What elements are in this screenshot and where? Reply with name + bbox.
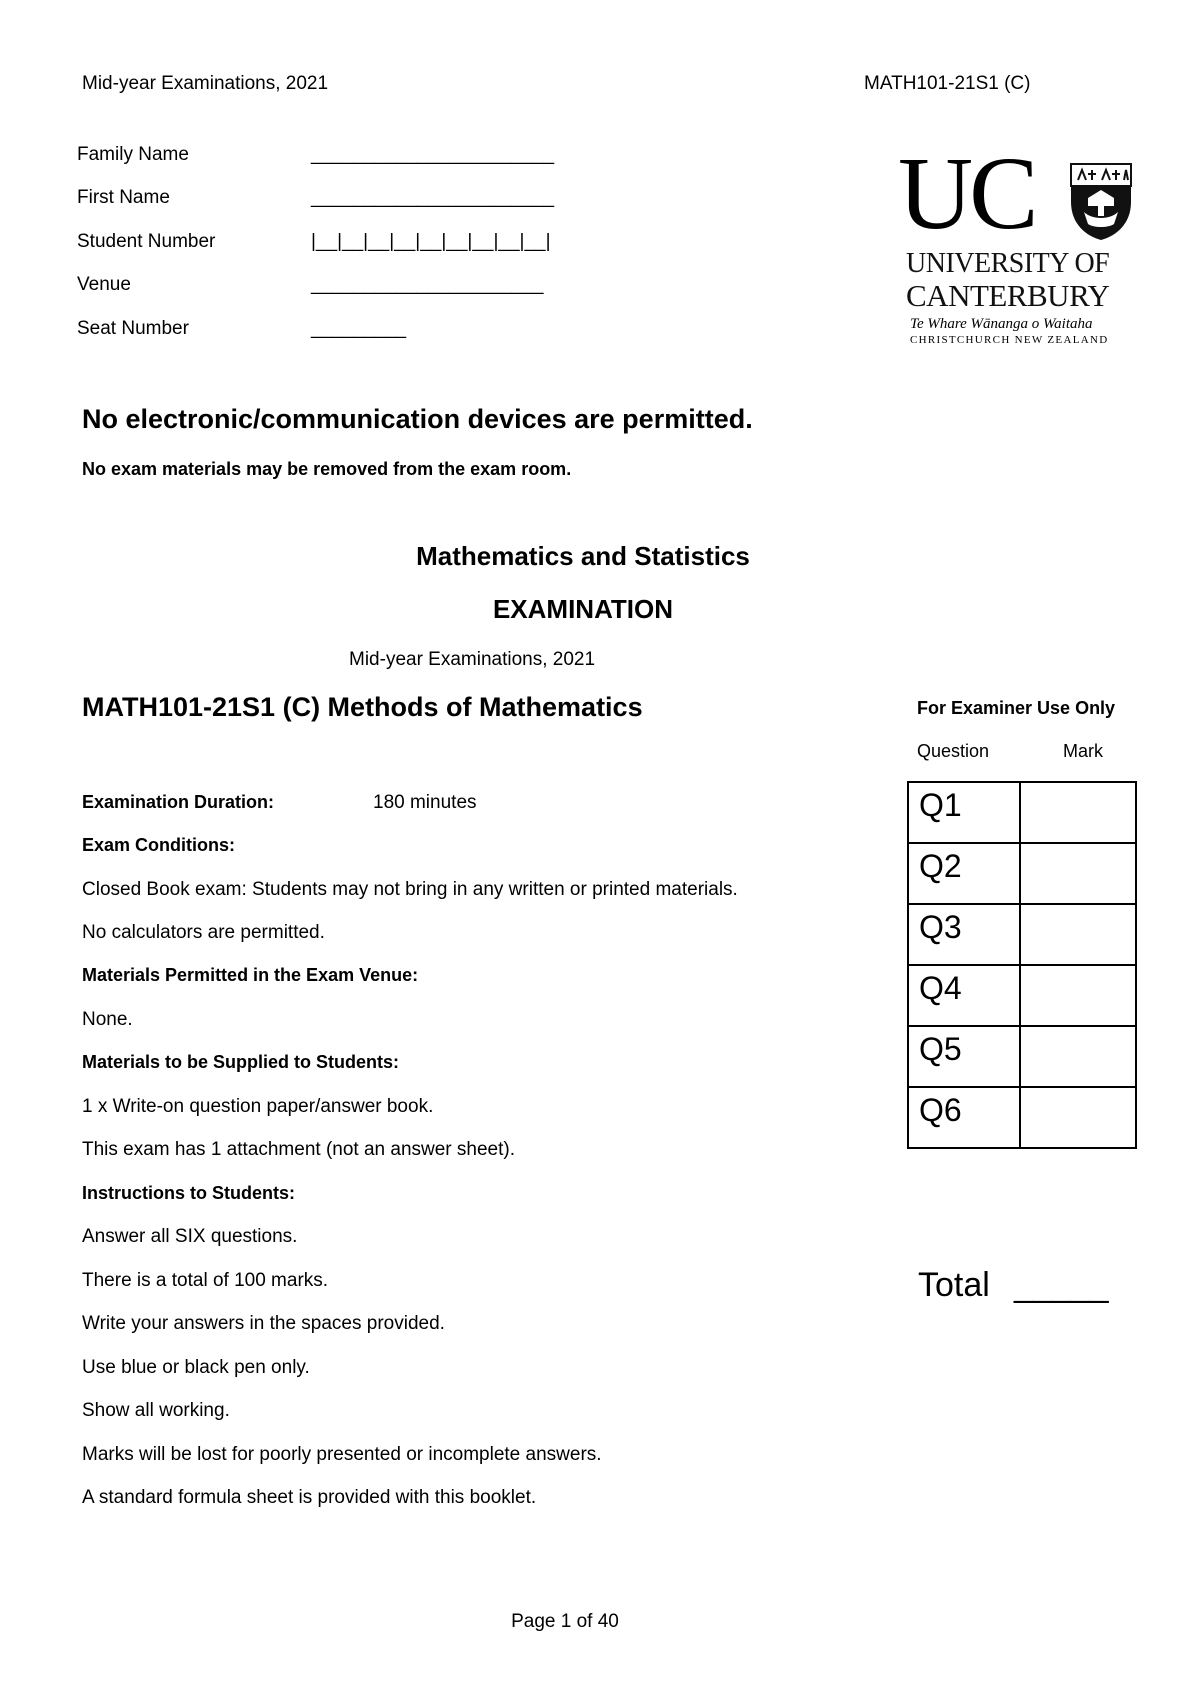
mark-cell[interactable] xyxy=(1020,1087,1136,1148)
total-field[interactable]: _____ xyxy=(1014,1266,1109,1304)
instruction-item: Marks will be lost for poorly presented or incomplete answers. xyxy=(82,1444,602,1465)
course-title: MATH101-21S1 (C) Methods of Mathematics xyxy=(82,692,643,722)
venue-field[interactable]: ______________________ xyxy=(311,274,544,295)
instruction-item: Answer all SIX questions. xyxy=(82,1226,298,1247)
examiner-mark-table xyxy=(907,781,1137,1149)
question-cell: Q2 xyxy=(908,843,1020,904)
question-cell: Q6 xyxy=(908,1087,1020,1148)
conditions-label: Exam Conditions: xyxy=(82,835,236,855)
question-cell: Q5 xyxy=(908,1026,1020,1087)
materials-notice: No exam materials may be removed from the exam room. xyxy=(82,459,572,479)
table-row xyxy=(908,965,1136,1026)
mark-cell[interactable] xyxy=(1020,782,1136,843)
instruction-item: Use blue or black pen only. xyxy=(82,1357,310,1378)
family-name-field[interactable]: _______________________ xyxy=(311,144,555,165)
table-row xyxy=(908,904,1136,965)
logo-maori-name: Te Whare Wānanga o Waitaha xyxy=(910,316,1093,332)
table-row xyxy=(908,782,1136,843)
page-number: Page 1 of 40 xyxy=(511,1611,619,1632)
university-logo xyxy=(898,136,1138,346)
instruction-item: There is a total of 100 marks. xyxy=(82,1270,329,1291)
table-row xyxy=(908,1087,1136,1148)
supplied-label: Materials to be Supplied to Students: xyxy=(82,1052,400,1072)
duration-value: 180 minutes xyxy=(373,792,477,813)
instruction-item: A standard formula sheet is provided with this booklet. xyxy=(82,1487,537,1508)
permitted-value: None. xyxy=(82,1009,133,1030)
mark-cell[interactable] xyxy=(1020,1026,1136,1087)
instructions-label: Instructions to Students: xyxy=(82,1183,295,1203)
mark-cell[interactable] xyxy=(1020,965,1136,1026)
logo-letters: UC xyxy=(898,136,1035,251)
table-row xyxy=(908,843,1136,904)
first-name-label: First Name xyxy=(77,187,170,208)
question-cell: Q3 xyxy=(908,904,1020,965)
permitted-label: Materials Permitted in the Exam Venue: xyxy=(82,965,419,985)
header-right: MATH101-21S1 (C) xyxy=(864,73,1031,94)
supplied-answer-book: 1 x Write-on question paper/answer book. xyxy=(82,1096,434,1117)
seat-number-field[interactable]: _________ xyxy=(311,318,407,339)
question-cell: Q1 xyxy=(908,782,1020,843)
supplied-attachment: This exam has 1 attachment (not an answer sheet). xyxy=(82,1139,515,1160)
logo-university-of: UNIVERSITY OF xyxy=(906,248,1110,279)
total-label: Total xyxy=(918,1266,990,1304)
seat-number-label: Seat Number xyxy=(77,318,189,339)
question-column-header: Question xyxy=(917,741,990,761)
header-left: Mid-year Examinations, 2021 xyxy=(82,73,329,94)
duration-label: Examination Duration: xyxy=(82,792,275,812)
crest-icon xyxy=(1068,162,1134,242)
department-title: Mathematics and Statistics xyxy=(416,541,750,571)
table-row xyxy=(908,1026,1136,1087)
logo-city: CHRISTCHURCH NEW ZEALAND xyxy=(910,334,1109,346)
family-name-label: Family Name xyxy=(77,144,189,165)
mark-cell[interactable] xyxy=(1020,904,1136,965)
first-name-field[interactable]: _______________________ xyxy=(311,187,555,208)
student-number-field[interactable]: |__|__|__|__|__|__|__|__|__| xyxy=(311,231,551,252)
examiner-heading: For Examiner Use Only xyxy=(917,698,1116,718)
session-title: Mid-year Examinations, 2021 xyxy=(349,649,596,670)
instruction-item: Write your answers in the spaces provided. xyxy=(82,1313,445,1334)
logo-canterbury: CANTERBURY xyxy=(906,278,1110,313)
conditions-closed-book: Closed Book exam: Students may not bring in any written or printed materials. xyxy=(82,879,738,900)
conditions-calculators: No calculators are permitted. xyxy=(82,922,325,943)
examination-title: EXAMINATION xyxy=(492,594,674,624)
question-cell: Q4 xyxy=(908,965,1020,1026)
venue-label: Venue xyxy=(77,274,131,295)
mark-column-header: Mark xyxy=(1063,741,1103,761)
mark-cell[interactable] xyxy=(1020,843,1136,904)
student-number-label: Student Number xyxy=(77,231,216,252)
devices-notice: No electronic/communication devices are permitted. xyxy=(82,404,753,434)
instruction-item: Show all working. xyxy=(82,1400,230,1421)
